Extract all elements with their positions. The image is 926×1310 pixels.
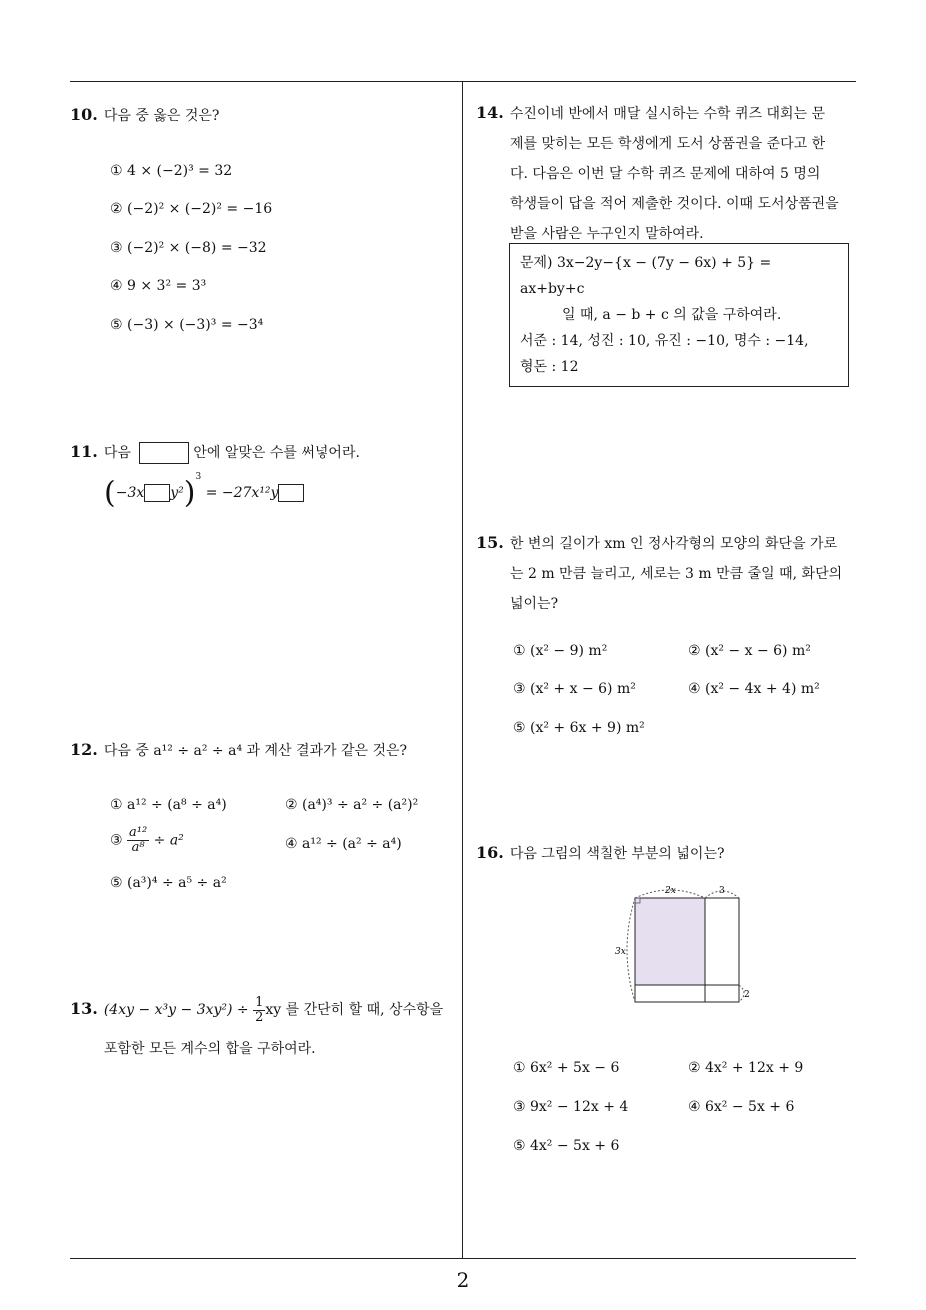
q16-option-2: ② 4x² + 12x + 9 xyxy=(688,1060,804,1076)
q15-option-2: ② (x² − x − 6) m² xyxy=(688,643,811,659)
box-line-1: 문제) 3x−2y−{x − (7y − 6x) + 5} = ax+by+c xyxy=(520,255,772,297)
right-paren: ) xyxy=(183,475,196,511)
question-text: 다음 그림의 색칠한 부분의 넓이는? xyxy=(509,846,725,862)
fraction-numerator: a¹² xyxy=(129,825,148,840)
question-16 xyxy=(476,838,725,869)
question-text: xy 를 간단히 할 때, 상수항을 xyxy=(265,1002,444,1018)
answer-blank[interactable] xyxy=(139,442,189,464)
question-text-start: 다음 xyxy=(103,445,131,461)
question-text: 다음 중 옳은 것은? xyxy=(103,108,220,124)
q16-option-3: ③ 9x² − 12x + 4 xyxy=(513,1099,629,1115)
q10-option-2: ② (−2)² × (−2)² = −16 xyxy=(110,201,273,217)
question-number: 16. xyxy=(476,843,504,862)
top-rule xyxy=(70,81,856,82)
question-number: 12. xyxy=(70,740,98,759)
fraction xyxy=(253,996,265,1025)
question-text: 다음 중 a¹² ÷ a² ÷ a⁴ 과 계산 결과가 같은 것은? xyxy=(103,743,408,759)
q10-option-5: ⑤ (−3) × (−3)³ = −3⁴ xyxy=(110,317,264,333)
question-line-5: 받을 사람은 누구인지 말하여라. xyxy=(510,226,704,242)
fraction-denominator: a⁸ xyxy=(131,840,145,855)
left-paren: ( xyxy=(104,475,116,511)
q10-option-3: ③ (−2)² × (−8) = −32 xyxy=(110,240,267,256)
expr-right: = −27x¹²y xyxy=(205,485,279,501)
question-10 xyxy=(70,100,219,131)
q16-option-5: ⑤ 4x² − 5x + 6 xyxy=(513,1138,620,1154)
q12-option-3 xyxy=(110,826,184,855)
question-number: 14. xyxy=(476,103,504,122)
left-arc xyxy=(627,898,635,1002)
label-2x: 2x xyxy=(665,886,676,896)
box-line-2: 일 때, a − b + c 의 값을 구하여라. xyxy=(562,307,782,323)
problem-box xyxy=(509,243,849,387)
expression: (4xy − x³y − 3xy²) ÷ xyxy=(103,1002,249,1018)
expr-exponent: 3 xyxy=(195,472,202,482)
question-15 xyxy=(476,528,861,619)
question-text-end: 안에 알맞은 수를 써넣어라. xyxy=(193,445,360,461)
question-number: 11. xyxy=(70,442,98,461)
fraction xyxy=(127,826,149,855)
question-13 xyxy=(70,994,443,1025)
q15-option-4: ④ (x² − 4x + 4) m² xyxy=(688,681,820,697)
label-2: 2 xyxy=(744,990,750,1000)
fraction-denominator: 2 xyxy=(255,1009,264,1025)
question-number: 10. xyxy=(70,105,98,124)
question-14 xyxy=(476,98,861,249)
box-line-3: 서준 : 14, 성진 : 10, 유진 : −10, 명수 : −14, xyxy=(520,333,809,349)
q15-option-3: ③ (x² + x − 6) m² xyxy=(513,681,636,697)
q15-option-1: ① (x² − 9) m² xyxy=(513,643,608,659)
question-line-4: 학생들이 답을 적어 제출한 것이다. 이때 도서상품권을 xyxy=(510,196,839,212)
expr-mid: y² xyxy=(170,485,184,501)
q11-expression xyxy=(104,472,304,511)
question-line-3: 다. 다음은 이번 달 수학 퀴즈 문제에 대하여 5 명의 xyxy=(510,166,821,182)
q12-option-4: ④ a¹² ÷ (a² ÷ a⁴) xyxy=(285,836,402,852)
q16-option-4: ④ 6x² − 5x + 6 xyxy=(688,1099,795,1115)
box-line-4: 형돈 : 12 xyxy=(520,359,579,375)
q15-option-5: ⑤ (x² + 6x + 9) m² xyxy=(513,720,645,736)
column-divider xyxy=(462,82,463,1259)
label-3x: 3x xyxy=(615,947,626,957)
question-13-line2: 포함한 모든 계수의 합을 구하여라. xyxy=(104,1041,316,1057)
question-line-2: 제를 맞히는 모든 학생에게 도서 상품권을 준다고 한 xyxy=(510,136,826,152)
q12-option-5: ⑤ (a³)⁴ ÷ a⁵ ÷ a² xyxy=(110,875,227,891)
question-11 xyxy=(70,437,360,468)
q12-option-1: ① a¹² ÷ (a⁸ ÷ a⁴) xyxy=(110,797,227,813)
exponent-blank-1[interactable] xyxy=(144,484,170,502)
option-marker: ③ xyxy=(110,832,123,849)
question-line-1: 수진이네 반에서 매달 실시하는 수학 퀴즈 대회는 문 xyxy=(509,106,825,122)
q16-option-1: ① 6x² + 5x − 6 xyxy=(513,1060,620,1076)
page-number: 2 xyxy=(456,1268,470,1292)
q10-option-4: ④ 9 × 3² = 3³ xyxy=(110,278,207,294)
question-line-1: 한 변의 길이가 xm 인 정사각형의 모양의 화단을 가로 xyxy=(509,536,838,552)
question-number: 13. xyxy=(70,999,98,1018)
q10-option-1: ① 4 × (−2)³ = 32 xyxy=(110,163,233,179)
question-12 xyxy=(70,735,407,766)
question-line-3: 넓이는? xyxy=(510,596,559,612)
option-rest: ÷ a² xyxy=(153,832,184,849)
q16-figure xyxy=(605,880,765,1010)
fraction-numerator: 1 xyxy=(255,994,264,1010)
question-number: 15. xyxy=(476,533,504,552)
shaded-region xyxy=(635,898,705,985)
exponent-blank-2[interactable] xyxy=(278,484,304,502)
expr-left: −3x xyxy=(115,485,145,501)
bottom-rule xyxy=(70,1258,856,1259)
q12-option-2: ② (a⁴)³ ÷ a² ÷ (a²)² xyxy=(285,797,419,813)
question-line-2: 는 2 m 만큼 늘리고, 세로는 3 m 만큼 줄일 때, 화단의 xyxy=(510,566,843,582)
label-3: 3 xyxy=(719,886,725,896)
